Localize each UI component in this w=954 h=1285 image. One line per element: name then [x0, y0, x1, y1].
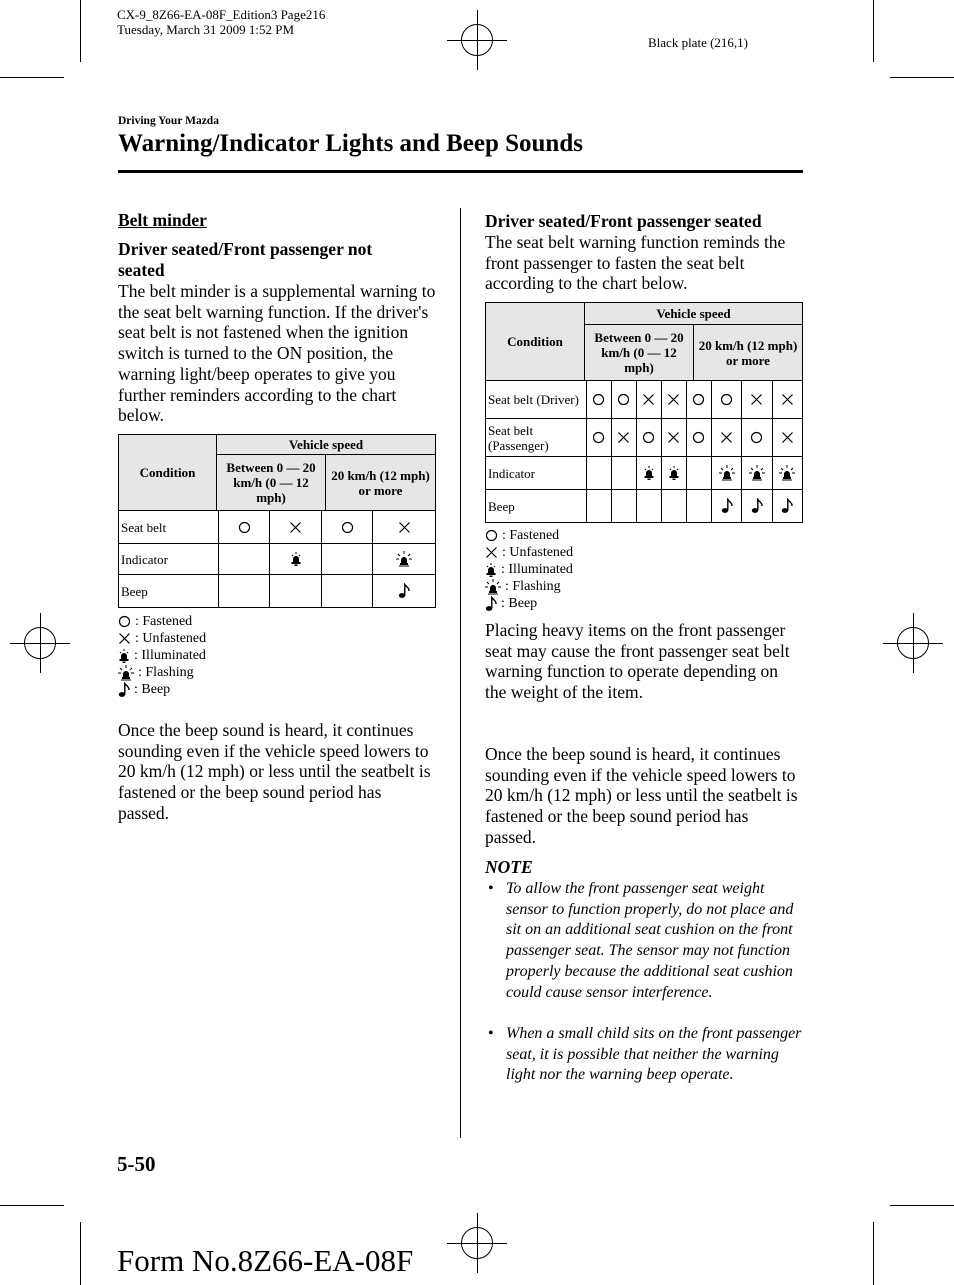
flashing-icon — [719, 465, 735, 481]
legend-item-fastened — [485, 527, 573, 544]
unfastened-icon — [642, 393, 655, 406]
speed-col-low: Between 0 — 20 km/h (0 — 12 mph) — [217, 455, 326, 511]
beep-icon — [781, 498, 793, 514]
legend-item-illuminated — [118, 647, 206, 664]
note-item: • When a small child sits on the front passenger seat, it is possible that neither the warning light nor the warning beep operate. — [488, 1025, 802, 1084]
legend-label: : Beep — [134, 682, 171, 697]
table-cell — [661, 381, 686, 419]
table-row — [119, 575, 436, 608]
table-cell — [219, 511, 270, 544]
unfastened-icon — [485, 546, 498, 559]
legend-item-unfastened — [485, 544, 573, 561]
legend-label: : Unfastened — [135, 631, 207, 646]
vehicle-speed-header: Vehicle speed — [585, 303, 803, 325]
table-cell — [686, 419, 711, 457]
crop-mark — [873, 0, 874, 62]
table-cell — [742, 457, 772, 490]
title-rule — [118, 170, 803, 173]
table-cell — [636, 490, 661, 523]
left-legend — [118, 613, 206, 698]
fastened-icon — [485, 529, 498, 542]
row-label: Seat belt — [119, 511, 219, 544]
beep-icon — [485, 596, 497, 612]
table-cell — [686, 490, 711, 523]
table-cell — [321, 575, 372, 608]
table-cell — [772, 381, 802, 419]
print-job-line: CX-9_8Z66-EA-08F_Edition3 Page216 — [117, 7, 326, 22]
illuminated-icon — [643, 465, 655, 481]
crop-mark — [0, 1205, 64, 1206]
legend-label: : Fastened — [135, 614, 193, 629]
legend-label: : Fastened — [502, 528, 560, 543]
unfastened-icon — [667, 393, 680, 406]
unfastened-icon — [781, 393, 794, 406]
fastened-icon — [118, 615, 131, 628]
fastened-icon — [617, 393, 630, 406]
table-cell — [373, 575, 436, 608]
page-number: 5-50 — [117, 1152, 156, 1176]
table-cell — [772, 457, 802, 490]
legend-item-illuminated — [485, 561, 573, 578]
row-label: Seat belt (Passenger) — [486, 419, 587, 457]
table-cell — [742, 490, 772, 523]
legend-label: : Illuminated — [134, 648, 206, 663]
table-cell — [587, 490, 612, 523]
table-cell — [587, 419, 612, 457]
legend-label: : Flashing — [505, 579, 561, 594]
row-label: Indicator — [486, 457, 587, 490]
section-title-belt-minder: Belt minder — [118, 210, 207, 230]
condition-header: Condition — [486, 303, 585, 381]
legend-label: : Illuminated — [501, 562, 573, 577]
crop-mark — [80, 0, 81, 62]
fastened-icon — [750, 431, 763, 444]
illuminated-icon — [290, 551, 302, 567]
table-row — [119, 511, 436, 544]
flashing-icon — [749, 465, 765, 481]
table-cell — [772, 419, 802, 457]
flashing-icon — [118, 665, 134, 681]
right-condition-table — [485, 302, 803, 381]
table-cell — [611, 457, 636, 490]
table-cell — [611, 419, 636, 457]
column-divider — [460, 208, 461, 1138]
print-date-line: Tuesday, March 31 2009 1:52 PM — [117, 22, 295, 37]
right-legend — [485, 527, 573, 612]
table-cell — [587, 381, 612, 419]
unfastened-icon — [720, 431, 733, 444]
beep-icon — [721, 498, 733, 514]
table-cell — [373, 511, 436, 544]
left-condition-table — [118, 434, 436, 511]
row-label: Indicator — [119, 544, 219, 575]
table-cell — [270, 544, 321, 575]
fastened-icon — [692, 431, 705, 444]
form-number: Form No.8Z66-EA-08F — [117, 1243, 414, 1278]
table-cell — [373, 544, 436, 575]
legend-item-flashing — [485, 578, 573, 595]
crop-mark — [0, 77, 64, 78]
right-paragraph-2: Placing heavy items on the front passenger seat may cause the front passenger seat belt warning function to operate depending on the weight of the item. — [485, 620, 790, 703]
table-cell — [270, 575, 321, 608]
page-title: Warning/Indicator Lights and Beep Sounds — [118, 130, 583, 157]
unfastened-icon — [617, 431, 630, 444]
crop-mark — [890, 1205, 954, 1206]
table-cell — [661, 419, 686, 457]
flashing-icon — [779, 465, 795, 481]
right-condition-table-body — [485, 380, 803, 523]
speed-col-high: 20 km/h (12 mph) or more — [694, 325, 803, 381]
fastened-icon — [238, 521, 251, 534]
crop-mark — [890, 77, 954, 78]
left-subheading: Driver seated/Front passenger not seated — [118, 239, 373, 280]
fastened-icon — [692, 393, 705, 406]
table-row — [486, 419, 803, 457]
beep-icon — [751, 498, 763, 514]
fastened-icon — [720, 393, 733, 406]
unfastened-icon — [398, 521, 411, 534]
legend-label: : Unfastened — [502, 545, 574, 560]
plate-label: Black plate (216,1) — [648, 35, 748, 50]
legend-item-fastened — [118, 613, 206, 630]
flashing-icon — [396, 551, 412, 567]
table-row — [119, 544, 436, 575]
table-cell — [772, 490, 802, 523]
fastened-icon — [592, 393, 605, 406]
right-paragraph-3: Once the beep sound is heard, it continues sounding even if the vehicle speed lowers to 20 km/h (12 mph) or less until the seatbelt is fastened or the beep sound period has passed. — [485, 744, 798, 847]
table-cell — [219, 544, 270, 575]
beep-icon — [118, 682, 130, 698]
table-cell — [270, 511, 321, 544]
table-row — [486, 457, 803, 490]
condition-header: Condition — [119, 435, 217, 511]
table-cell — [636, 419, 661, 457]
legend-item-unfastened — [118, 630, 206, 647]
table-row — [486, 490, 803, 523]
illuminated-icon — [668, 465, 680, 481]
speed-col-high: 20 km/h (12 mph) or more — [326, 455, 436, 511]
note-title: NOTE — [485, 857, 533, 877]
registration-mark — [461, 1227, 493, 1259]
left-closing-paragraph: Once the beep sound is heard, it continues sounding even if the vehicle speed lowers to 20 km/h (12 mph) or less until the seatbelt is fastened or the beep sound period has passed. — [118, 720, 431, 823]
illuminated-icon — [118, 648, 130, 664]
row-label: Seat belt (Driver) — [486, 381, 587, 419]
table-cell — [611, 490, 636, 523]
speed-col-low: Between 0 — 20 km/h (0 — 12 mph) — [585, 325, 694, 381]
table-cell — [742, 419, 772, 457]
unfastened-icon — [667, 431, 680, 444]
flashing-icon — [485, 579, 501, 595]
left-paragraph: The belt minder is a supplemental warning to the seat belt warning function. If the driver's seat belt is not fastened when the ignition switch is turned to the ON position, the warning light/beep operates to give you further reminders according to the chart below. — [118, 281, 436, 426]
table-cell — [587, 457, 612, 490]
table-cell — [711, 490, 741, 523]
vehicle-speed-header: Vehicle speed — [217, 435, 436, 455]
unfastened-icon — [118, 632, 131, 645]
fastened-icon — [642, 431, 655, 444]
table-cell — [636, 381, 661, 419]
table-cell — [219, 575, 270, 608]
table-cell — [711, 419, 741, 457]
illuminated-icon — [485, 562, 497, 578]
chapter-title: Driving Your Mazda — [118, 115, 219, 127]
table-cell — [321, 544, 372, 575]
fastened-icon — [592, 431, 605, 444]
table-cell — [742, 381, 772, 419]
row-label: Beep — [119, 575, 219, 608]
table-cell — [636, 457, 661, 490]
table-cell — [661, 490, 686, 523]
note-item: • To allow the front passenger seat weight sensor to function properly, do not place and sit on an additional seat cushion on the front passenger seat. The sensor may not function properly because the additional seat cushion could cause sensor interference. — [488, 880, 794, 1001]
registration-mark — [897, 627, 929, 659]
fastened-icon — [341, 521, 354, 534]
legend-item-flashing — [118, 664, 206, 681]
table-cell — [611, 381, 636, 419]
unfastened-icon — [750, 393, 763, 406]
crop-mark — [873, 1222, 874, 1285]
registration-mark — [461, 24, 493, 56]
legend-label: : Flashing — [138, 665, 194, 680]
legend-item-beep — [118, 681, 206, 698]
unfastened-icon — [289, 521, 302, 534]
right-subheading: Driver seated/Front passenger seated — [485, 211, 762, 231]
row-label: Beep — [486, 490, 587, 523]
table-cell — [686, 457, 711, 490]
table-cell — [321, 511, 372, 544]
beep-icon — [398, 583, 410, 599]
unfastened-icon — [781, 431, 794, 444]
table-cell — [711, 457, 741, 490]
legend-item-beep — [485, 595, 573, 612]
legend-label: : Beep — [501, 596, 538, 611]
right-paragraph: The seat belt warning function reminds the front passenger to fasten the seat belt according to the chart below. — [485, 232, 786, 294]
table-cell — [661, 457, 686, 490]
crop-mark — [80, 1222, 81, 1285]
left-condition-table-body — [118, 510, 436, 608]
registration-mark — [24, 627, 56, 659]
table-row — [486, 381, 803, 419]
table-cell — [711, 381, 741, 419]
table-cell — [686, 381, 711, 419]
